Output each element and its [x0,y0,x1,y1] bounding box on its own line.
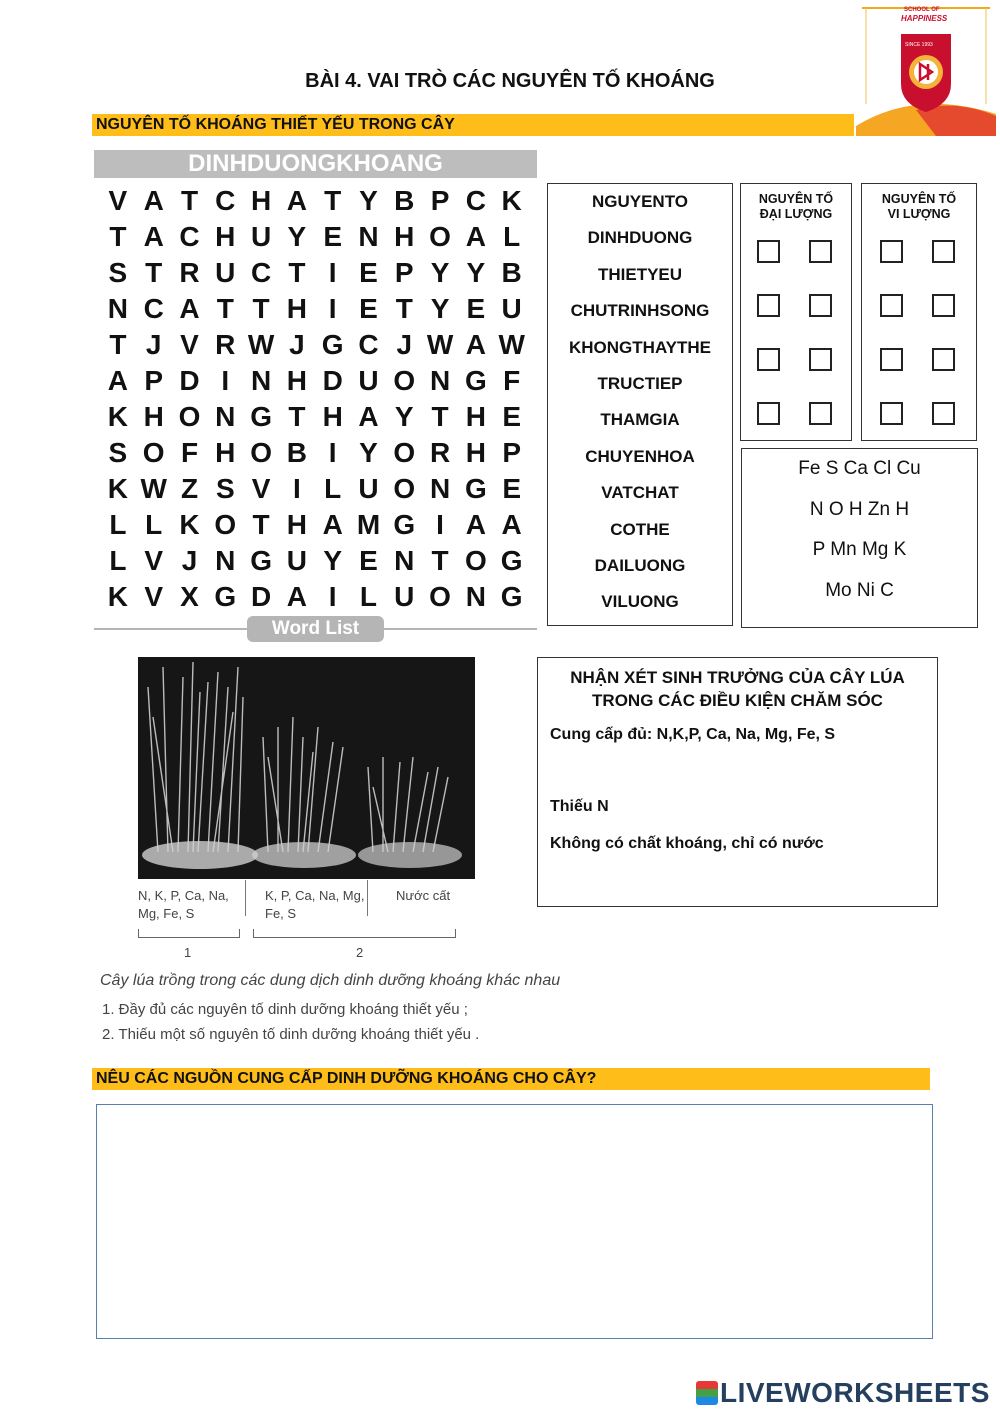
grid-letter[interactable]: N [394,545,415,576]
macro-elements-heading: NGUYÊN TỐ ĐẠI LƯỢNG [758,192,834,221]
word-item: DAILUONG [594,555,686,575]
word-item: VILUONG [601,592,679,612]
grid-row [100,543,530,579]
answer-checkbox[interactable] [932,240,955,263]
element-row: N O H Zn H [809,498,910,520]
grid-letter[interactable]: E [359,545,378,576]
grid-letter[interactable]: O [250,437,272,468]
answer-checkbox[interactable] [757,294,780,317]
grid-letter[interactable]: G [214,581,237,612]
grid-letter[interactable]: L [109,545,127,576]
grid-letter[interactable]: N [107,293,129,324]
grid-letter[interactable]: A [322,509,343,540]
grid-letter[interactable]: Y [359,437,378,468]
grid-letter[interactable]: N [465,581,486,612]
grid-letter[interactable]: A [143,185,164,216]
grid-letter[interactable]: Y [430,257,450,288]
footer-brand-text: LIVEWORKSHEETS [720,1377,990,1408]
grid-letter[interactable]: R [429,437,451,468]
grid-letter[interactable]: W [426,329,454,360]
grid-letter[interactable]: I [328,437,337,468]
grid-letter[interactable]: H [215,221,236,252]
answer-checkbox[interactable] [757,402,780,425]
grid-row [100,579,530,615]
figure-separator [245,880,246,916]
grid-letter[interactable]: Y [287,221,307,252]
grid-letter[interactable]: A [107,365,129,396]
answer-checkbox[interactable] [809,294,832,317]
word-item: NGUYENTO [591,192,689,211]
logo-name-text: HAPPINESS [901,14,948,23]
grid-letter[interactable]: C [358,329,379,360]
grid-letter[interactable]: Z [180,473,199,504]
grid-letter[interactable]: B [501,257,522,288]
logo-school-text: SCHOOL OF [904,7,940,13]
grid-letter[interactable]: B [286,437,307,468]
grid-letter[interactable]: W [247,329,275,360]
grid-letter[interactable]: A [501,509,522,540]
answer-checkbox[interactable] [880,240,903,263]
element-row: Mo Ni C [825,579,894,601]
word-item: TRUCTIEP [597,373,683,393]
grid-letter[interactable]: L [503,221,521,252]
grid-letter[interactable]: G [464,365,487,396]
answer-checkbox[interactable] [880,348,903,371]
grid-letter[interactable]: T [324,185,342,216]
grid-letter[interactable]: H [322,401,343,432]
grid-letter[interactable]: S [108,257,128,288]
grid-letter[interactable]: F [180,437,199,468]
grid-letter[interactable]: L [359,581,378,612]
grid-letter[interactable]: A [143,221,164,252]
grid-letter[interactable]: B [394,185,415,216]
grid-row [100,291,530,327]
grid-letter[interactable]: P [144,365,164,396]
figure-item-2: 2. Thiếu một số nguyên tố dinh dưỡng khoáng thiết yếu . [102,1026,480,1043]
grid-letter[interactable]: L [109,509,127,540]
grid-letter[interactable]: J [181,545,198,576]
word-item: CHUTRINHSONG [570,301,710,321]
macro-elements-box [740,183,852,441]
figure-bracket-1 [138,929,240,938]
footer-brand [696,1377,990,1409]
grid-letter[interactable]: G [464,473,487,504]
grid-letter[interactable]: T [252,293,270,324]
grid-letter[interactable]: W [498,329,525,360]
grid-letter[interactable]: O [393,365,416,396]
grid-letter[interactable]: Y [323,545,343,576]
grid-letter[interactable]: N [429,365,451,396]
grid-letter[interactable]: H [215,437,236,468]
figure-label-3: Nước cất [396,888,451,903]
grid-letter[interactable]: T [395,293,413,324]
grid-row [100,327,530,363]
grid-letter[interactable]: I [328,581,337,612]
grid-letter[interactable]: M [356,509,381,540]
grid-letter[interactable]: E [359,257,378,288]
answer-checkbox[interactable] [880,402,903,425]
grid-row [100,255,530,291]
grid-letter[interactable]: A [286,185,307,216]
grid-letter[interactable]: T [145,257,163,288]
grid-row [100,399,530,435]
grid-letter[interactable]: G [250,401,272,432]
grid-row [100,219,530,255]
grid-letter[interactable]: O [393,473,416,504]
grid-letter[interactable]: H [394,221,415,252]
grid-letter[interactable]: H [250,185,272,216]
grid-letter[interactable]: U [286,545,307,576]
grid-letter[interactable]: J [145,329,162,360]
grid-letter[interactable]: C [465,185,486,216]
figure-separator [367,880,368,916]
micro-elements-heading: NGUYÊN TỐ VI LƯỢNG [881,192,957,221]
puzzle-heading: DINHDUONGKHOANG [94,150,537,178]
answer-checkbox[interactable] [880,294,903,317]
grid-letter[interactable]: V [108,185,128,216]
grid-letter[interactable]: O [214,509,237,540]
grid-letter[interactable]: U [501,293,522,324]
grid-letter[interactable]: T [252,509,270,540]
grid-letter[interactable]: S [108,437,128,468]
grid-letter[interactable]: X [180,581,199,612]
grid-letter[interactable]: O [142,437,165,468]
figure-label-1: N, K, P, Ca, Na, Mg, Fe, S [138,888,229,921]
grid-letter[interactable]: I [436,509,444,540]
figure-bracket-2 [253,929,456,938]
grid-letter[interactable]: D [322,365,343,396]
grid-letter[interactable]: H [286,293,307,324]
grid-letter[interactable]: O [429,581,451,612]
grid-letter[interactable]: U [358,365,379,396]
grid-letter[interactable]: I [221,365,230,396]
grid-row [100,183,530,219]
grid-letter[interactable]: U [358,473,379,504]
grid-letter[interactable]: Y [394,401,414,432]
grid-letter[interactable]: V [251,473,271,504]
answer-checkbox[interactable] [932,402,955,425]
grid-letter[interactable]: H [465,401,486,432]
grid-row [100,507,530,543]
grid-letter[interactable]: K [501,185,522,216]
grid-letter[interactable]: E [466,293,486,324]
grid-letter[interactable]: G [500,581,523,612]
micro-elements-box [861,183,977,441]
grid-letter[interactable]: E [359,293,378,324]
grid-letter[interactable]: E [502,401,521,432]
grid-letter[interactable]: K [107,473,129,504]
word-item: COTHE [610,519,670,539]
grid-letter[interactable]: G [500,545,523,576]
grid-letter[interactable]: K [107,581,129,612]
grid-letter[interactable]: K [107,401,129,432]
rice-experiment-photo [138,657,475,879]
figure-caption: Cây lúa trồng trong các dung dịch dinh dưỡng khoáng khác nhau [100,972,561,989]
grid-letter[interactable]: H [465,437,486,468]
grid-letter[interactable]: R [215,329,236,360]
grid-letter[interactable]: O [464,545,487,576]
word-item: CHUYENHOA [585,446,695,466]
grid-letter[interactable]: E [502,473,521,504]
grid-letter[interactable]: A [179,293,200,324]
grid-letter[interactable]: E [323,221,343,252]
element-row: P Mn Mg K [812,539,907,560]
element-row: Fe S Ca Cl Cu [798,458,921,479]
grid-letter[interactable]: V [180,329,199,360]
grid-letter[interactable]: N [358,221,379,252]
grid-letter[interactable]: T [431,545,449,576]
grid-letter[interactable]: H [143,401,164,432]
grid-letter[interactable]: I [292,473,301,504]
grid-letter[interactable]: T [109,329,127,360]
grid-letter[interactable]: C [143,293,164,324]
grid-letter[interactable]: D [179,365,200,396]
grid-letter[interactable]: Y [359,185,378,216]
grid-letter[interactable]: A [465,221,486,252]
observation-box [537,657,938,907]
grid-letter[interactable]: U [250,221,272,252]
word-item: THAMGIA [600,410,680,430]
grid-letter[interactable]: N [215,401,236,432]
grid-letter[interactable]: I [328,257,337,288]
observation-line: Không có chất khoáng, chỉ có nước [550,835,824,852]
logo-since-text: SINCE 1993 [905,42,933,48]
grid-letter[interactable]: Y [466,257,486,288]
grid-letter[interactable]: I [328,293,337,324]
grid-letter[interactable]: J [396,329,413,360]
grid-letter[interactable]: G [250,545,272,576]
grid-letter[interactable]: N [215,545,236,576]
grid-letter[interactable]: C [179,221,200,252]
grid-letter[interactable]: T [109,221,127,252]
grid-letter[interactable]: G [393,509,416,540]
grid-letter[interactable]: T [288,401,306,432]
figure-item-1: 1. Đầy đủ các nguyên tố dinh dưỡng khoáng thiết yếu ; [102,1001,468,1018]
grid-letter[interactable]: J [289,329,305,360]
grid-letter[interactable]: H [286,365,307,396]
word-list-label: Word List [247,616,384,642]
grid-letter[interactable]: P [430,185,450,216]
grid-row [100,363,530,399]
grid-letter[interactable]: O [393,437,416,468]
grid-letter[interactable]: A [358,401,379,432]
answer-textarea[interactable] [96,1104,933,1339]
grid-letter[interactable]: O [178,401,201,432]
grid-letter[interactable]: L [145,509,163,540]
grid-letter[interactable]: T [180,185,199,216]
word-item: THIETYEU [597,264,683,284]
grid-letter[interactable]: O [429,221,451,252]
grid-letter[interactable]: A [286,581,307,612]
section-heading-essential-elements: NGUYÊN TỐ KHOÁNG THIẾT YẾU TRONG CÂY [92,114,854,136]
figure-group-2: 2 [356,945,364,960]
grid-letter[interactable]: T [431,401,449,432]
word-item: DINHDUONG [587,228,693,248]
answer-checkbox[interactable] [809,240,832,263]
grid-letter[interactable]: U [394,581,415,612]
observation-line: Thiếu N [550,798,609,815]
grid-letter[interactable]: A [465,329,486,360]
grid-letter[interactable]: F [503,365,521,396]
section-heading-nutrient-sources: NÊU CÁC NGUỒN CUNG CẤP DINH DƯỠNG KHOÁNG CHO CÂY? [92,1068,930,1090]
grid-letter[interactable]: W [140,473,167,504]
grid-letter[interactable]: S [215,473,235,504]
word-list [547,183,733,626]
grid-letter[interactable]: R [179,257,200,288]
grid-letter[interactable]: G [321,329,344,360]
grid-letter[interactable]: U [215,257,236,288]
answer-checkbox[interactable] [757,348,780,371]
answer-checkbox[interactable] [809,348,832,371]
page-title: BÀI 4. VAI TRÒ CÁC NGUYÊN TỐ KHOÁNG [305,70,715,92]
answer-checkbox[interactable] [757,240,780,263]
grid-letter[interactable]: C [215,185,236,216]
grid-letter[interactable]: T [216,293,234,324]
grid-letter[interactable]: K [179,509,200,540]
grid-letter[interactable]: N [250,365,272,396]
liveworksheets-logo-icon [696,1381,718,1405]
observation-title: NHẬN XÉT SINH TRƯỞNG CỦA CÂY LÚA TRONG CÁC ĐIỀU KIỆN CHĂM SÓC [570,668,905,710]
grid-letter[interactable]: D [250,581,272,612]
observation-line: Cung cấp đủ: N,K,P, Ca, Na, Mg, Fe, S [550,726,836,743]
grid-letter[interactable]: P [502,437,521,468]
grid-letter[interactable]: H [286,509,307,540]
grid-letter[interactable]: C [250,257,272,288]
element-options [741,448,978,628]
answer-checkbox[interactable] [932,348,955,371]
grid-letter[interactable]: P [394,257,414,288]
grid-letter[interactable]: L [324,473,342,504]
word-item: VATCHAT [601,483,679,503]
answer-checkbox[interactable] [809,402,832,425]
grid-letter[interactable]: N [429,473,451,504]
grid-letter[interactable]: T [288,257,306,288]
grid-letter[interactable]: V [144,581,164,612]
grid-letter[interactable]: Y [430,293,450,324]
answer-checkbox[interactable] [932,294,955,317]
grid-row [100,435,530,471]
word-search-grid[interactable] [100,183,530,615]
word-item: KHONGTHAYTHE [569,337,711,357]
grid-letter[interactable]: A [465,509,486,540]
grid-row [100,471,530,507]
figure-label-2: K, P, Ca, Na, Mg, Fe, S [265,888,365,921]
grid-letter[interactable]: V [144,545,164,576]
figure-group-1: 1 [184,945,192,960]
